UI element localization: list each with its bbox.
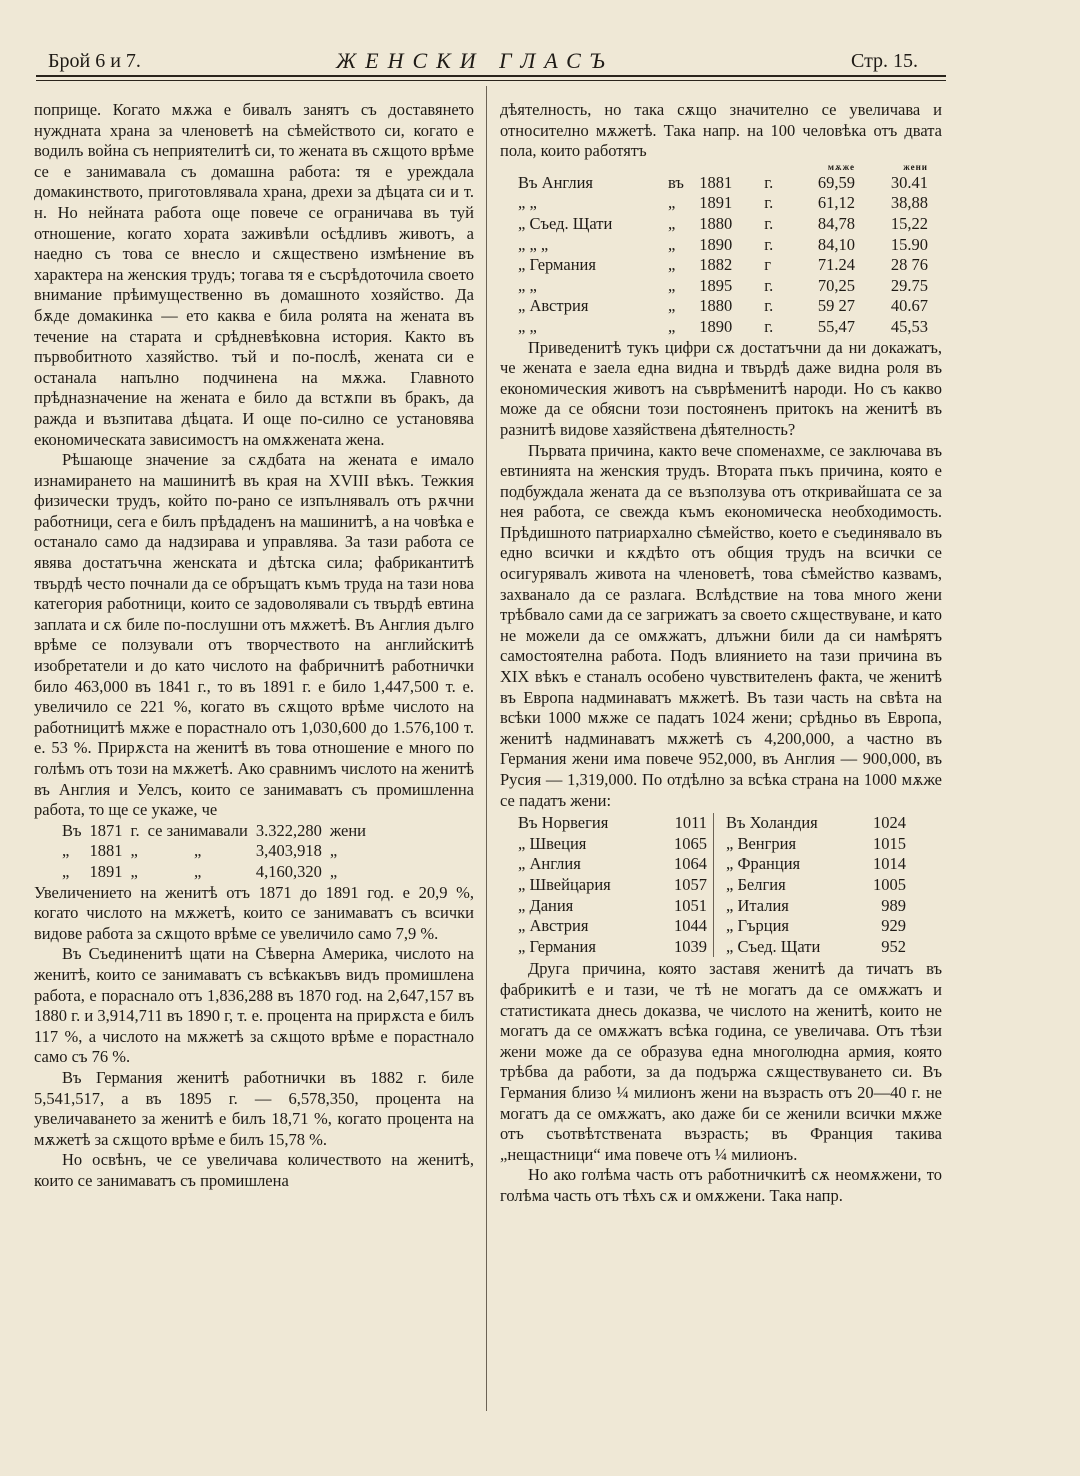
table-row [518,937,714,958]
table-row [726,854,912,875]
table-row [518,296,928,317]
table-cell: „ [668,296,676,316]
table-cell: 15.90 [890,234,928,254]
table-cell: г. [764,316,774,336]
table-cell: се занимавали [147,820,248,840]
table-cell: „ [668,316,676,336]
table-cell: 1064 [674,854,707,874]
table-cell: 70,25 [817,275,855,295]
table-cell: 1051 [674,895,707,915]
table-cell: Въ Холандия [726,813,818,833]
table-cell: „ Швейцария [518,874,611,894]
table-cell: „ „ [518,275,537,295]
table-cell: г. [764,213,774,233]
table-cell: 1890 [699,316,733,336]
column-header-women: жени [903,161,928,172]
table-cell: 40.67 [890,296,928,316]
table-cell: 1011 [674,813,707,833]
table-cell: Въ Норвегия [518,813,609,833]
table-cell: „ [668,213,676,233]
paragraph: Приведенитѣ тукъ цифри сѫ достатъчни да ни докажатъ, че жената е заела една видна и твърдѣ даже видна роля въ економическия животъ на съврѣменитѣ народи. Но съ какво може да се обясни този постояненъ притокъ на женитѣ въ разнитѣ видове хазяйствена дѣятелность? [500,337,942,439]
table-cell: 71.24 [817,255,855,275]
page-number: Стр. 15. [851,50,919,72]
publication-title: ЖЕНСКИ ГЛАСЪ [336,48,614,73]
table-cell: 1891 [89,861,123,881]
table-cell: 1014 [873,854,906,874]
table-row [518,255,928,276]
table-cell: 1882 [699,255,733,275]
table-cell: 1044 [674,916,707,936]
table-row [518,193,928,214]
table-cell: г. [764,172,774,192]
table-cell: „ „ „ [518,234,549,254]
table-row [726,834,912,855]
table-cell: 84,10 [817,234,855,254]
men-women-ratio-table [518,162,928,338]
column-header-men: мѫже [827,161,855,172]
table-cell: „ Швеция [518,833,587,853]
table-cell: 1881 [89,841,123,861]
table-cell: „ [194,841,202,861]
table-cell: „ Белгия [726,874,786,894]
issue-number: Брой 6 и 7. [48,50,141,72]
table-cell: г. [130,820,140,840]
table-cell: 38,88 [890,193,928,213]
table-cell: 84,78 [817,213,855,233]
women-per-1000-right [726,813,912,957]
table-row [518,916,714,937]
table-cell: „ Франция [726,854,801,874]
column-divider [486,86,487,1411]
table-cell: 59 27 [817,296,855,316]
table-cell: „ [668,234,676,254]
table-row [518,896,714,917]
table-cell: 1065 [674,833,707,853]
paragraph: дѣятелность, но така сѫщо значително се увеличава и относително мѫжетѣ. Така напр. на 100 человѣка отъ двата пола, които работятъ [500,100,942,161]
table-row [726,896,912,917]
table-cell: „ [329,841,338,861]
table-row [62,862,374,883]
table-cell: „ Дания [518,895,574,915]
paragraph: Друга причина, която заставя женитѣ да тичатъ въ фабрикитѣ е и тази, че тѣ не могатъ да се омѫжатъ и статистиката днесь доказва, че числото на женитѣ, които не могатъ да се омѫжатъ всѣка година, се увеличава. Отъ тѣзи жени може да се образува една многолюдна армия, която трѣбва да работи, за да подържа сѫществуването си. Въ Германия близо ¼ милионъ жени на възрасть отъ 20—40 г. не могатъ да се омѫжатъ, ако даже би се женили всички мѫже отъ съотвѣтствената възрасть; въ Франция такива „нещастници“ има повече отъ ¼ милионъ. [500,959,942,1164]
table-cell: 28 76 [890,255,928,275]
table-cell: „ Австрия [518,296,589,316]
table-cell: жени [329,820,366,840]
table-cell: „ [668,275,676,295]
table-row [518,276,928,297]
paragraph: Но освѣнъ, че се увеличава количеството на женитѣ, които се занимаватъ съ промишлена [34,1150,474,1190]
table-row [726,813,912,834]
table-cell: „ Съед. Щати [518,213,613,233]
table-cell: „ Италия [726,895,789,915]
table-cell: 929 [881,916,906,936]
table-cell: 1880 [699,296,733,316]
table-cell: 989 [881,895,906,915]
header-rule [36,75,946,77]
table-cell: г. [764,275,774,295]
table-cell: 1015 [873,833,906,853]
table-cell: 3.322,280 [255,820,322,840]
paragraph: Но ако голѣма часть отъ работничкитѣ сѫ неомѫжени, то голѣма часть отъ тѣхъ сѫ и омѫжени. Така напр. [500,1165,942,1205]
header-rule-thin [36,80,946,81]
table-cell: 3,403,918 [255,841,322,861]
women-workers-england-table [62,821,374,883]
table-cell: „ Австрия [518,916,589,936]
table-cell: 1039 [674,936,707,956]
women-per-1000-left [518,813,714,957]
table-row [518,813,714,834]
table-cell: 61,12 [817,193,855,213]
table-cell: 45,53 [890,316,928,336]
women-per-1000-men-table [518,813,942,957]
table-row [518,834,714,855]
table-cell: „ Англия [518,854,581,874]
table-header-row [518,162,928,173]
table-row [518,214,928,235]
table-cell: 1057 [674,874,707,894]
table-cell: 1005 [873,874,906,894]
left-column [34,100,474,1191]
table-cell: 55,47 [817,316,855,336]
table-row [518,875,714,896]
table-cell: „ [130,841,138,861]
table-cell: Въ [62,820,82,840]
table-cell: г [764,255,771,275]
table-cell: 952 [881,936,906,956]
table-cell: 15,22 [890,213,928,233]
table-cell: „ [62,861,70,881]
table-cell: г. [764,234,774,254]
table-cell: г. [764,193,774,213]
table-cell: „ Германия [518,936,596,956]
table-row [726,916,912,937]
table-cell: 1871 [89,820,123,840]
table-cell: „ „ [518,316,537,336]
table-cell: „ Германия [518,255,596,275]
right-column [500,100,942,1206]
table-cell: „ [62,841,70,861]
table-cell: 29.75 [890,275,928,295]
table-cell: 1880 [699,213,733,233]
paragraph: Въ Съединенитѣ щати на Сѣверна Америка, числото на женитѣ, които се занимаватъ съ всѣкакъвъ видъ промишлена работа, е порасналo отъ 1,836,288 въ 1870 год. на 2,647,157 въ 1880 г. и 3,914,711 въ 1890 г, т. е. процента на прирѫста е билъ 117 %, а числото на мѫжетѣ за сѫщото врѣме е порастнало само съ 76 %. [34,944,474,1067]
table-cell: 1895 [699,275,733,295]
table-cell: „ [668,193,676,213]
table-cell: 1881 [699,172,733,192]
paragraph: поприще. Когато мѫжа е бивалъ занятъ съ доставянето нуждната храна за членоветѣ на сѣмейството си, когато е водилъ война съ неприятелитѣ си, то жената въ сѫщото врѣме се е занимавала съ домашна работа: тя е уреждала домакинството, приготовлявала храна, дрехи за дѣцата си и т. н. Но нейната работа още повече се ограничава въ туй отношение, когато хората заживѣли осѣдливъ животъ, а наедно съ това се внесло и сѫществено измѣнение въ характера на женския трудъ; тогава тя е съсрѣдоточила своето внимание прѣимущественно въ домашното хозяйство. Да бѫде домакинка — ето каква е била ролята на жената въ течение на старата и срѣдневѣковна история. Както въ първобитното хазяйство. тъй и по-послѣ, жената си е останала напълно подчинена на мѫжа. Главното прѣдназначение на жената е било да встѫпи въ бракъ, да ражда и възпитава дѣцата. И още по-силно се установява економическата зависимостъ на омѫжената жена. [34,100,474,449]
table-row [518,854,714,875]
table-row [518,235,928,256]
table-cell: „ Венгрия [726,833,797,853]
table-cell: „ Съед. Щати [726,936,821,956]
table-row [62,821,374,842]
paragraph: Първата причина, както вече споменахме, се заключава въ евтинията на женския трудъ. Втората пъкъ причина, която е подбуждала жената да се възползува отъ откривайшата се за нея работа, се свежда къмъ економическа необходимость. Прѣдишното патриархално сѣмейство, което е съединявало въ едно всички и кѫдѣто отъ общия трудъ на всички се осигурявалъ живота на членоветѣ, това сѣмейство казвамъ, захванало да се разлага. Вслѣдствие на това много жени трѣбвало сами да се загрижатъ за своето сѫществуване, и като не можели да се омѫжатъ, длъжни били да си намѣрятъ самостоятелна работа. Подъ влиянието на тази причина въ XIX вѣкъ е станалъ особено чувствителенъ факта, че женитѣ въ Европа надминаватъ мѫжетѣ. Въ тази часть на свѣта на всѣки 1000 мѫже се падатъ 1024 жени; срѣдньо въ Европа, женитѣ надминаватъ мѫжетѣ съ 4,200,000, а частно въ Германия жени има повече 952,000, въ Англия — 900,000, въ Русия — 1,319,000. По отдѣлно за всѣка страна на 1000 мѫже се падатъ жени: [500,440,942,810]
table-cell: „ [668,255,676,275]
table-cell: 4,160,320 [255,861,322,881]
paragraph: Увеличението на женитѣ отъ 1871 до 1891 год. е 20,9 %, когато числото на мѫжетѣ, които се занимаватъ съ всички видове работа за сѫщото врѣме се увеличило само 7,9 %. [34,882,474,943]
table-row [518,317,928,338]
table-cell: Въ Англия [518,172,593,192]
table-row [62,841,374,862]
table-row [726,937,912,958]
paragraph: Въ Германия женитѣ работнички въ 1882 г. биле 5,541,517, а въ 1895 г. — 6,578,350, процента на увеличаването за женитѣ е билъ 18,71 %, когато процента на мѫжетѣ за сѫщото врѣме е билъ 15,78 %. [34,1067,474,1149]
table-cell: „ [130,861,138,881]
table-cell: „ Гърция [726,916,790,936]
table-row [518,173,928,194]
table-cell: „ [194,861,202,881]
paragraph: Рѣшающе значение за сѫдбата на жената е имало изнамирането на машинитѣ въ края на XVIII вѣкъ. Тежкия физически трудъ, който по-рано се изпълнявалъ отъ рѫчни работници, сега е билъ прѣдаденъ на машинитѣ, а на човѣка е останало само да надзирава и управлява. За тази работа се явява достатъчна женската и дѣтска сила; фабрикантитѣ твърдѣ често почнали да се обръщатъ къмъ труда на тази нова категория работници, които се задоволявали съ твърдѣ евтина заплата и сѫ биле по-послушни отъ мѫжетѣ. Въ Англия дълго врѣме се ползували отъ творчеството на английскитѣ изобретатели и до като числото на фабричнитѣ работнички било 463,000 въ 1841 г., то въ 1891 г. е било 1,447,500 т. е. увеличило се 221 %, когато въ сѫщото врѣме числото на работницитѣ мѫже е порастнало отъ 1,030,600 до 1.576,100 т. е. 53 %. Прирѫста на женитѣ въ това отношение е много по голѣмъ отъ този на мѫжетѣ. Ако сравнимъ числото на женитѣ въ Англия и Уелсъ, които се занимаватъ съ промишленна работа, то ще се укаже, че [34,450,474,820]
table-cell: „ „ [518,193,537,213]
table-cell: 69,59 [817,172,855,192]
table-row [726,875,912,896]
table-cell: 30.41 [890,172,928,192]
table-cell: г. [764,296,774,316]
table-cell: 1890 [699,234,733,254]
table-cell: въ [668,172,684,192]
table-cell: 1891 [699,193,733,213]
table-cell: 1024 [873,813,906,833]
table-cell: „ [329,861,338,881]
